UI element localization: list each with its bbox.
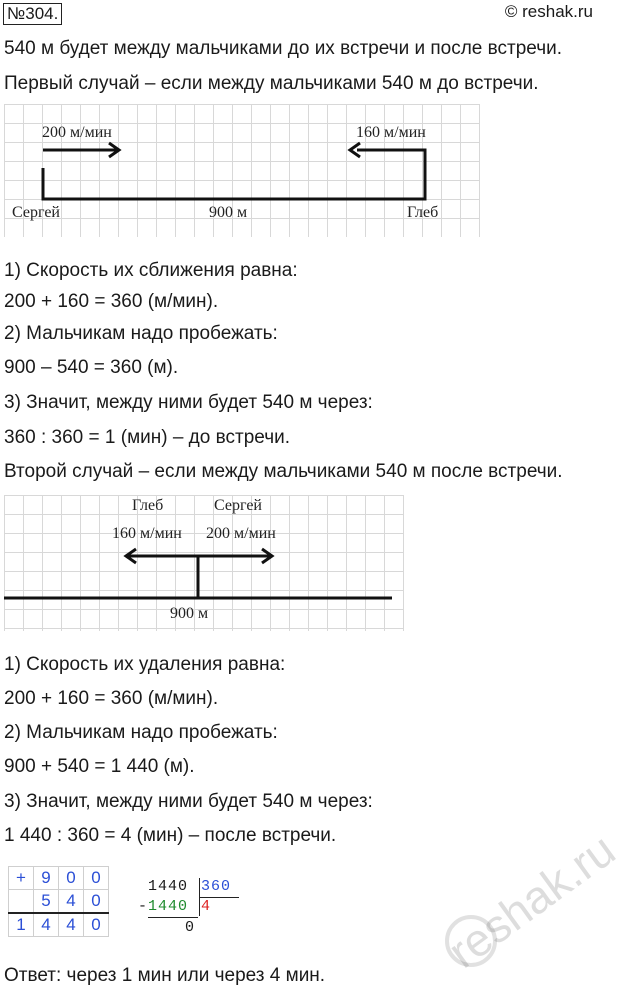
column-addition xyxy=(8,866,109,937)
division-subtrahend: 1440 xyxy=(148,898,189,915)
case1-distance: 900 м xyxy=(209,204,248,221)
case1-left-name: Сергей xyxy=(12,204,60,221)
addition-digit: 9 xyxy=(34,867,59,890)
result-digit: 4 xyxy=(59,913,84,937)
case1-step-3: 2) Мальчикам надо пробежать: xyxy=(4,323,278,344)
case2-step-5: 3) Значит, между ними будет 540 м через: xyxy=(4,791,373,812)
addition-empty-cell xyxy=(9,890,34,914)
case2-step-2: 200 + 160 = 360 (м/мин). xyxy=(4,688,219,709)
addition-result-row xyxy=(9,913,109,937)
copyright-watermark-icon xyxy=(445,915,497,967)
site-credit: © reshak.ru xyxy=(504,2,593,21)
case2-diagram xyxy=(4,495,404,631)
case1-left-speed: 200 м/мин xyxy=(42,124,112,141)
addition-row-1 xyxy=(9,867,109,890)
case1-diagram xyxy=(4,104,480,237)
addition-digit: 0 xyxy=(84,867,109,890)
long-division xyxy=(138,876,248,946)
case2-step-4: 900 + 540 = 1 440 (м). xyxy=(4,756,195,777)
division-quotient-line xyxy=(199,897,239,898)
case2-title: Второй случай – если между мальчиками 540 м после встречи. xyxy=(4,461,563,482)
case2-distance: 900 м xyxy=(170,605,209,622)
case1-right-name: Глеб xyxy=(407,204,439,221)
case1-step-2: 200 + 160 = 360 (м/мин). xyxy=(4,291,219,312)
case1-title: Первый случай – если между мальчиками 540 м до встречи. xyxy=(4,73,539,94)
case2-left-name: Глеб xyxy=(132,497,164,514)
case1-step-5: 3) Значит, между ними будет 540 м через: xyxy=(4,392,373,413)
case2-step-3: 2) Мальчикам надо пробежать: xyxy=(4,722,278,743)
division-remainder: 0 xyxy=(185,919,195,936)
case2-step-6: 1 440 : 360 = 4 (мин) – после встречи. xyxy=(4,825,337,846)
intro-text: 540 м будет между мальчиками до их встречи и после встречи. xyxy=(4,38,563,59)
result-digit: 1 xyxy=(9,913,34,937)
division-quotient: 4 xyxy=(201,898,211,915)
watermark-text: reshak.ru xyxy=(438,823,625,978)
division-minus: - xyxy=(138,898,148,915)
case2-right-name: Сергей xyxy=(214,497,262,514)
problem-number: 304. xyxy=(25,4,59,23)
addition-digit: 5 xyxy=(34,890,59,914)
result-digit: 4 xyxy=(34,913,59,937)
problem-number-badge xyxy=(3,3,62,25)
result-digit: 0 xyxy=(84,913,109,937)
case1-step-1: 1) Скорость их сближения равна: xyxy=(4,260,298,281)
case1-step-4: 900 – 540 = 360 (м). xyxy=(4,357,179,378)
case1-right-speed: 160 м/мин xyxy=(356,124,426,141)
case2-right-speed: 200 м/мин xyxy=(206,525,276,542)
addition-row-2 xyxy=(9,890,109,914)
addition-digit: 4 xyxy=(59,890,84,914)
division-dividend: 1440 xyxy=(148,878,189,895)
case2-step-1: 1) Скорость их удаления равна: xyxy=(4,654,286,675)
division-divisor: 360 xyxy=(201,878,232,895)
case1-track-line xyxy=(43,150,425,199)
case1-step-6: 360 : 360 = 1 (мин) – до встречи. xyxy=(4,427,290,448)
addition-digit: 0 xyxy=(59,867,84,890)
division-subtraction-line xyxy=(148,917,198,918)
number-sign: № xyxy=(7,4,26,23)
plus-sign: + xyxy=(9,867,34,890)
answer-text: Ответ: через 1 мин или через 4 мин. xyxy=(4,965,326,986)
case2-left-speed: 160 м/мин xyxy=(112,525,182,542)
addition-digit: 0 xyxy=(84,890,109,914)
